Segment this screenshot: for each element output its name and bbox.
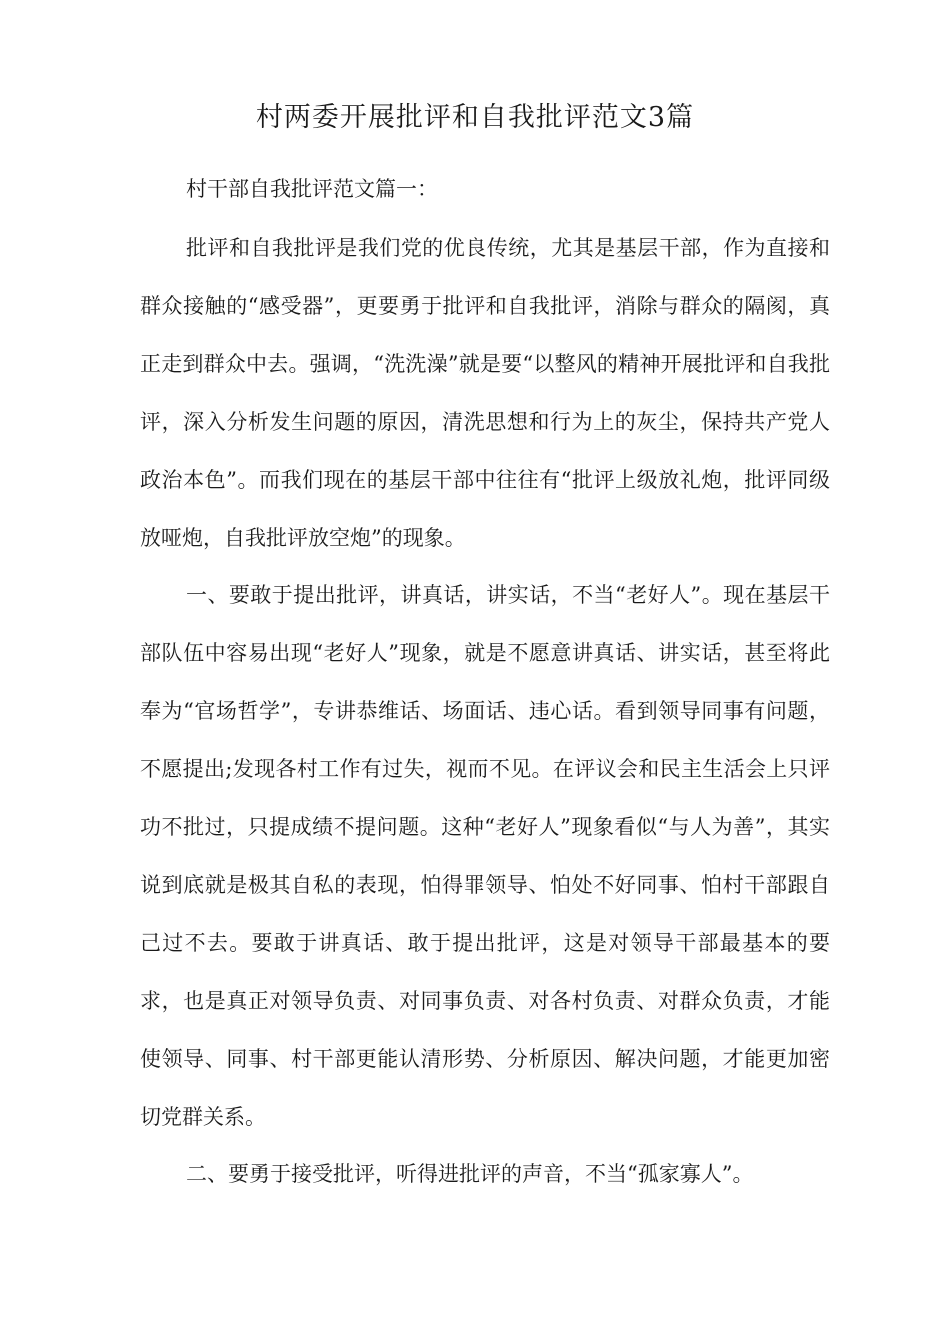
section-heading: 村干部自我批评范文篇一： <box>186 177 438 201</box>
document-title: 村两委开展批评和自我批评范文3篇 <box>255 102 695 133</box>
paragraph-point-two: 二、要勇于接受批评，听得进批评的声音，不当“孤家寡人”。 <box>186 1162 754 1186</box>
paragraph-intro: 批评和自我批评是我们党的优良传统，尤其是基层干部，作为直接和群众接触的“感受器”，更要勇于批评和自我批评，消除与群众的隔阂，真正走到群众中去。强调，“洗洗澡”就是要“以整风的精神开展批评和自我批评，深入分析发生问题的原因，清洗思想和行为上的灰尘，保持共产党人政治本色”。而我们现在的基层干部中往往有“批评上级放礼炮，批评同级放哑炮，自我批评放空炮”的现象。 <box>140 236 830 550</box>
paragraph-point-one: 一、要敢于提出批评，讲真话，讲实话，不当“老好人”。现在基层干部队伍中容易出现“老好人”现象，就是不愿意讲真话、讲实话，甚至将此奉为“官场哲学”，专讲恭维话、场面话、违心话。看到领导同事有问题，不愿提出;发现各村工作有过失，视而不见。在评议会和民主生活会上只评功不批过，只提成绩不提问题。这种“老好人”现象看似“与人为善”，其实说到底就是极其自私的表现，怕得罪领导、怕处不好同事、怕村干部跟自己过不去。要敢于讲真话、敢于提出批评，这是对领导干部最基本的要求，也是真正对领导负责、对同事负责、对各村负责、对群众负责，才能使领导、同事、村干部更能认清形势、分析原因、解决问题，才能更加密切党群关系。 <box>140 583 830 1129</box>
